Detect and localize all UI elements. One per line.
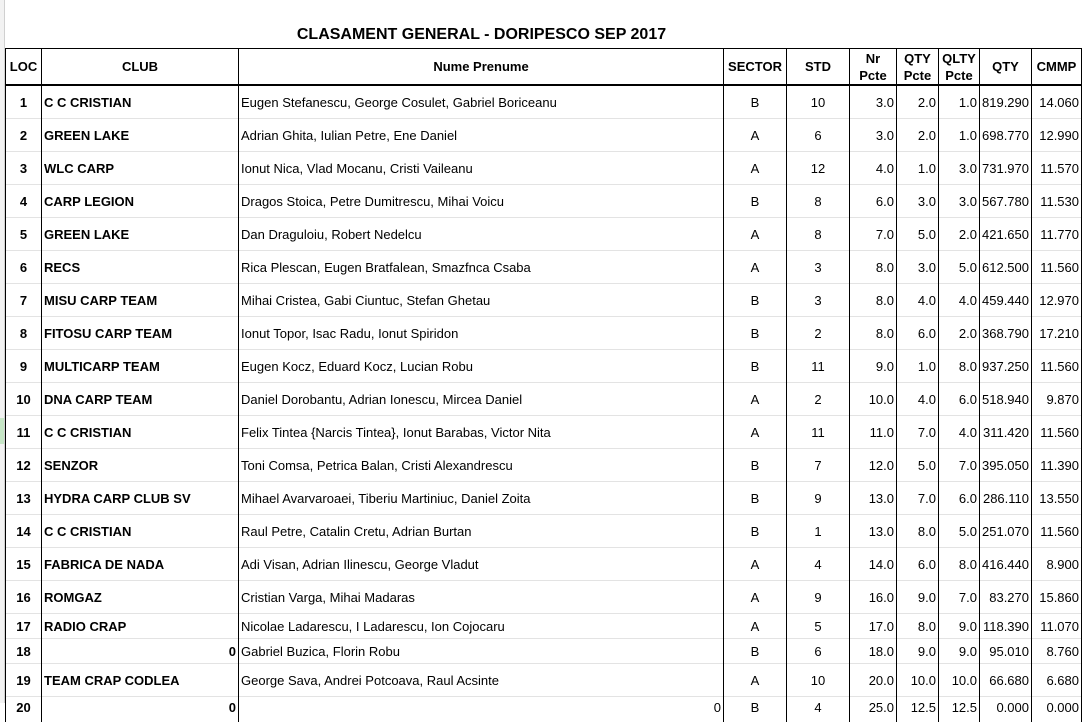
cell-nr-pcte[interactable]: 3.0	[850, 85, 897, 119]
cell-loc[interactable]: 14	[6, 515, 42, 548]
table-row	[6, 185, 1082, 218]
cell-names[interactable]: Mihael Avarvaroaei, Tiberiu Martiniuc, Daniel Zoita	[239, 482, 724, 515]
cell-nr-pcte[interactable]: 25.0	[850, 697, 897, 722]
cell-qty[interactable]: 286.110	[980, 482, 1032, 515]
cell-cmmp[interactable]: 6.680	[1032, 664, 1082, 697]
table-row	[6, 218, 1082, 251]
cell-sector[interactable]: B	[724, 449, 787, 482]
cell-qty-pcte[interactable]: 2.0	[897, 119, 939, 152]
cell-club[interactable]: RECS	[42, 251, 239, 284]
cell-qlty-pcte[interactable]: 6.0	[939, 482, 980, 515]
cell-loc[interactable]: 1	[6, 85, 42, 119]
cell-qlty-pcte[interactable]: 8.0	[939, 548, 980, 581]
cell-names[interactable]: Cristian Varga, Mihai Madaras	[239, 581, 724, 614]
cell-cmmp[interactable]: 9.870	[1032, 383, 1082, 416]
cell-qty[interactable]: 421.650	[980, 218, 1032, 251]
table-row	[6, 639, 1082, 664]
cell-sector[interactable]: A	[724, 416, 787, 449]
cell-std[interactable]: 4	[787, 697, 850, 722]
cell-qty[interactable]: 83.270	[980, 581, 1032, 614]
cell-names[interactable]: Adrian Ghita, Iulian Petre, Ene Daniel	[239, 119, 724, 152]
cell-qty-pcte[interactable]: 4.0	[897, 284, 939, 317]
header-qty-pcte-line1: QTY	[904, 51, 931, 66]
cell-qty-pcte[interactable]: 5.0	[897, 449, 939, 482]
table-row	[6, 152, 1082, 185]
cell-sector[interactable]: A	[724, 664, 787, 697]
cell-club[interactable]: CARP LEGION	[42, 185, 239, 218]
cell-names[interactable]: Rica Plescan, Eugen Bratfalean, Smazfnca Csaba	[239, 251, 724, 284]
cell-qty[interactable]: 612.500	[980, 251, 1032, 284]
cell-qty[interactable]: 459.440	[980, 284, 1032, 317]
cell-qty-pcte[interactable]: 8.0	[897, 614, 939, 639]
cell-names[interactable]: Dragos Stoica, Petre Dumitrescu, Mihai Voicu	[239, 185, 724, 218]
cell-qty[interactable]: 95.010	[980, 639, 1032, 664]
header-qty[interactable]: QTY	[980, 49, 1032, 86]
cell-names[interactable]: Felix Tintea {Narcis Tintea}, Ionut Barabas, Victor Nita	[239, 416, 724, 449]
cell-std[interactable]: 8	[787, 218, 850, 251]
cell-club[interactable]: FABRICA DE NADA	[42, 548, 239, 581]
cell-std[interactable]: 10	[787, 664, 850, 697]
cell-nr-pcte[interactable]: 6.0	[850, 185, 897, 218]
cell-qty-pcte[interactable]: 12.5	[897, 697, 939, 722]
cell-std[interactable]: 2	[787, 317, 850, 350]
cell-names[interactable]: Mihai Cristea, Gabi Ciuntuc, Stefan Ghetau	[239, 284, 724, 317]
table-row	[6, 482, 1082, 515]
cell-qlty-pcte[interactable]: 7.0	[939, 581, 980, 614]
cell-qty-pcte[interactable]: 4.0	[897, 383, 939, 416]
cell-nr-pcte[interactable]: 14.0	[850, 548, 897, 581]
cell-sector[interactable]: B	[724, 85, 787, 119]
cell-club[interactable]: C C CRISTIAN	[42, 416, 239, 449]
table-row	[6, 251, 1082, 284]
cell-std[interactable]: 3	[787, 284, 850, 317]
cell-names[interactable]: Eugen Kocz, Eduard Kocz, Lucian Robu	[239, 350, 724, 383]
table-row	[6, 581, 1082, 614]
cell-nr-pcte[interactable]: 13.0	[850, 515, 897, 548]
cell-qlty-pcte[interactable]: 4.0	[939, 284, 980, 317]
cell-nr-pcte[interactable]: 8.0	[850, 284, 897, 317]
cell-qty[interactable]: 251.070	[980, 515, 1032, 548]
cell-nr-pcte[interactable]: 18.0	[850, 639, 897, 664]
cell-sector[interactable]: B	[724, 185, 787, 218]
cell-sector[interactable]: B	[724, 639, 787, 664]
cell-cmmp[interactable]: 12.990	[1032, 119, 1082, 152]
cell-nr-pcte[interactable]: 3.0	[850, 119, 897, 152]
header-qty-pcte[interactable]	[897, 49, 939, 86]
cell-std[interactable]: 6	[787, 639, 850, 664]
table-row	[6, 548, 1082, 581]
table-row	[6, 119, 1082, 152]
cell-nr-pcte[interactable]: 12.0	[850, 449, 897, 482]
cell-qlty-pcte[interactable]: 10.0	[939, 664, 980, 697]
cell-loc[interactable]: 15	[6, 548, 42, 581]
table-row	[6, 317, 1082, 350]
cell-club[interactable]: RADIO CRAP	[42, 614, 239, 639]
cell-std[interactable]: 10	[787, 85, 850, 119]
cell-std[interactable]: 2	[787, 383, 850, 416]
cell-qty[interactable]: 731.970	[980, 152, 1032, 185]
cell-sector[interactable]: A	[724, 119, 787, 152]
cell-loc[interactable]: 10	[6, 383, 42, 416]
cell-sector[interactable]: B	[724, 482, 787, 515]
cell-qty-pcte[interactable]: 1.0	[897, 152, 939, 185]
cell-qlty-pcte[interactable]: 12.5	[939, 697, 980, 722]
cell-nr-pcte[interactable]: 8.0	[850, 317, 897, 350]
cell-names[interactable]: Nicolae Ladarescu, I Ladarescu, Ion Cojocaru	[239, 614, 724, 639]
table-row	[6, 416, 1082, 449]
cell-loc[interactable]: 9	[6, 350, 42, 383]
cell-names[interactable]: George Sava, Andrei Potcoava, Raul Acsinte	[239, 664, 724, 697]
cell-loc[interactable]: 17	[6, 614, 42, 639]
cell-cmmp[interactable]: 11.530	[1032, 185, 1082, 218]
cell-loc[interactable]: 3	[6, 152, 42, 185]
cell-loc[interactable]: 4	[6, 185, 42, 218]
cell-qty[interactable]: 819.290	[980, 85, 1032, 119]
cell-club[interactable]: MISU CARP TEAM	[42, 284, 239, 317]
cell-std[interactable]: 1	[787, 515, 850, 548]
table-row	[6, 350, 1082, 383]
table-row	[6, 515, 1082, 548]
cell-std[interactable]: 6	[787, 119, 850, 152]
cell-std[interactable]: 4	[787, 548, 850, 581]
cell-std[interactable]: 8	[787, 185, 850, 218]
cell-qlty-pcte[interactable]: 6.0	[939, 383, 980, 416]
cell-qlty-pcte[interactable]: 9.0	[939, 614, 980, 639]
cell-loc[interactable]: 20	[6, 697, 42, 722]
cell-qty[interactable]: 416.440	[980, 548, 1032, 581]
cell-nr-pcte[interactable]: 7.0	[850, 218, 897, 251]
header-names[interactable]: Nume Prenume	[239, 49, 724, 86]
cell-qty[interactable]: 698.770	[980, 119, 1032, 152]
cell-cmmp[interactable]: 13.550	[1032, 482, 1082, 515]
cell-qty[interactable]: 311.420	[980, 416, 1032, 449]
cell-nr-pcte[interactable]: 4.0	[850, 152, 897, 185]
table-body	[6, 85, 1082, 722]
cell-loc[interactable]: 13	[6, 482, 42, 515]
cell-qlty-pcte[interactable]: 5.0	[939, 515, 980, 548]
cell-names[interactable]: Daniel Dorobantu, Adrian Ionescu, Mircea Daniel	[239, 383, 724, 416]
cell-sector[interactable]: A	[724, 383, 787, 416]
cell-club[interactable]: GREEN LAKE	[42, 119, 239, 152]
cell-sector[interactable]: B	[724, 697, 787, 722]
cell-cmmp[interactable]: 11.570	[1032, 152, 1082, 185]
cell-names[interactable]: Eugen Stefanescu, George Cosulet, Gabriel Boriceanu	[239, 85, 724, 119]
cell-club[interactable]: C C CRISTIAN	[42, 515, 239, 548]
cell-loc[interactable]: 18	[6, 639, 42, 664]
cell-qty-pcte[interactable]: 3.0	[897, 185, 939, 218]
cell-nr-pcte[interactable]: 8.0	[850, 251, 897, 284]
cell-std[interactable]: 5	[787, 614, 850, 639]
header-nr-pcte-line1: Nr	[866, 51, 880, 66]
table-row	[6, 284, 1082, 317]
cell-qty-pcte[interactable]: 9.0	[897, 581, 939, 614]
cell-cmmp[interactable]: 11.560	[1032, 515, 1082, 548]
cell-loc[interactable]: 7	[6, 284, 42, 317]
header-row	[6, 49, 1082, 86]
cell-cmmp[interactable]: 15.860	[1032, 581, 1082, 614]
cell-qty-pcte[interactable]: 1.0	[897, 350, 939, 383]
cell-qty-pcte[interactable]: 8.0	[897, 515, 939, 548]
header-nr-pcte[interactable]	[850, 49, 897, 86]
cell-club[interactable]: TEAM CRAP CODLEA	[42, 664, 239, 697]
cell-club[interactable]: SENZOR	[42, 449, 239, 482]
ranking-table	[5, 48, 1082, 722]
cell-names[interactable]: Ionut Nica, Vlad Mocanu, Cristi Vaileanu	[239, 152, 724, 185]
cell-names[interactable]: Raul Petre, Catalin Cretu, Adrian Burtan	[239, 515, 724, 548]
cell-qty[interactable]: 368.790	[980, 317, 1032, 350]
cell-club[interactable]: FITOSU CARP TEAM	[42, 317, 239, 350]
cell-qty-pcte[interactable]: 10.0	[897, 664, 939, 697]
cell-sector[interactable]: A	[724, 614, 787, 639]
cell-club[interactable]: GREEN LAKE	[42, 218, 239, 251]
cell-loc[interactable]: 8	[6, 317, 42, 350]
cell-cmmp[interactable]: 11.390	[1032, 449, 1082, 482]
table-row	[6, 664, 1082, 697]
cell-qlty-pcte[interactable]: 4.0	[939, 416, 980, 449]
cell-club[interactable]: ROMGAZ	[42, 581, 239, 614]
cell-std[interactable]: 11	[787, 416, 850, 449]
cell-names[interactable]: 0	[239, 697, 724, 722]
cell-qty[interactable]: 66.680	[980, 664, 1032, 697]
cell-cmmp[interactable]: 11.770	[1032, 218, 1082, 251]
cell-sector[interactable]: B	[724, 350, 787, 383]
cell-std[interactable]: 3	[787, 251, 850, 284]
cell-sector[interactable]: A	[724, 218, 787, 251]
cell-qty-pcte[interactable]: 2.0	[897, 85, 939, 119]
cell-loc[interactable]: 12	[6, 449, 42, 482]
header-loc[interactable]: LOC	[6, 49, 42, 86]
cell-qlty-pcte[interactable]: 2.0	[939, 218, 980, 251]
header-qlty-pcte[interactable]	[939, 49, 980, 86]
table-row	[6, 85, 1082, 119]
cell-club[interactable]: 0	[42, 697, 239, 722]
cell-qty-pcte[interactable]: 3.0	[897, 251, 939, 284]
cell-club[interactable]: MULTICARP TEAM	[42, 350, 239, 383]
cell-qlty-pcte[interactable]: 8.0	[939, 350, 980, 383]
cell-qty-pcte[interactable]: 5.0	[897, 218, 939, 251]
cell-qty-pcte[interactable]: 7.0	[897, 416, 939, 449]
cell-club[interactable]: 0	[42, 639, 239, 664]
cell-qlty-pcte[interactable]: 1.0	[939, 119, 980, 152]
cell-qlty-pcte[interactable]: 1.0	[939, 85, 980, 119]
cell-qty[interactable]: 518.940	[980, 383, 1032, 416]
header-nr-pcte-line2: Pcte	[859, 68, 886, 83]
cell-loc[interactable]: 5	[6, 218, 42, 251]
cell-qlty-pcte[interactable]: 9.0	[939, 639, 980, 664]
cell-cmmp[interactable]: 17.210	[1032, 317, 1082, 350]
cell-nr-pcte[interactable]: 17.0	[850, 614, 897, 639]
header-qlty-pcte-line1: QLTY	[942, 51, 976, 66]
cell-qty[interactable]: 118.390	[980, 614, 1032, 639]
cell-cmmp[interactable]: 11.560	[1032, 416, 1082, 449]
cell-qlty-pcte[interactable]: 5.0	[939, 251, 980, 284]
page-title: CLASAMENT GENERAL - DORIPESCO SEP 2017	[0, 26, 963, 44]
cell-nr-pcte[interactable]: 13.0	[850, 482, 897, 515]
cell-sector[interactable]: B	[724, 284, 787, 317]
cell-nr-pcte[interactable]: 9.0	[850, 350, 897, 383]
header-club[interactable]: CLUB	[42, 49, 239, 86]
cell-names[interactable]: Toni Comsa, Petrica Balan, Cristi Alexandrescu	[239, 449, 724, 482]
cell-club[interactable]: DNA CARP TEAM	[42, 383, 239, 416]
cell-qlty-pcte[interactable]: 7.0	[939, 449, 980, 482]
cell-std[interactable]: 9	[787, 581, 850, 614]
table-row	[6, 449, 1082, 482]
cell-sector[interactable]: A	[724, 548, 787, 581]
cell-sector[interactable]: A	[724, 251, 787, 284]
cell-names[interactable]: Dan Draguloiu, Robert Nedelcu	[239, 218, 724, 251]
cell-qty[interactable]: 0.000	[980, 697, 1032, 722]
header-std[interactable]: STD	[787, 49, 850, 86]
cell-loc[interactable]: 11	[6, 416, 42, 449]
cell-loc[interactable]: 6	[6, 251, 42, 284]
cell-qty-pcte[interactable]: 9.0	[897, 639, 939, 664]
header-cmmp[interactable]: CMMP	[1032, 49, 1082, 86]
cell-club[interactable]: HYDRA CARP CLUB SV	[42, 482, 239, 515]
table-row	[6, 697, 1082, 722]
cell-cmmp[interactable]: 11.560	[1032, 251, 1082, 284]
cell-names[interactable]: Ionut Topor, Isac Radu, Ionut Spiridon	[239, 317, 724, 350]
cell-qlty-pcte[interactable]: 3.0	[939, 152, 980, 185]
cell-qty-pcte[interactable]: 7.0	[897, 482, 939, 515]
cell-qty[interactable]: 567.780	[980, 185, 1032, 218]
cell-std[interactable]: 11	[787, 350, 850, 383]
cell-names[interactable]: Adi Visan, Adrian Ilinescu, George Vladut	[239, 548, 724, 581]
table-row	[6, 383, 1082, 416]
cell-qlty-pcte[interactable]: 3.0	[939, 185, 980, 218]
cell-sector[interactable]: A	[724, 581, 787, 614]
cell-qty[interactable]: 395.050	[980, 449, 1032, 482]
cell-cmmp[interactable]: 14.060	[1032, 85, 1082, 119]
table-row	[6, 614, 1082, 639]
cell-nr-pcte[interactable]: 11.0	[850, 416, 897, 449]
header-qty-pcte-line2: Pcte	[904, 68, 931, 83]
cell-names[interactable]: Gabriel Buzica, Florin Robu	[239, 639, 724, 664]
cell-nr-pcte[interactable]: 16.0	[850, 581, 897, 614]
cell-loc[interactable]: 16	[6, 581, 42, 614]
header-sector[interactable]: SECTOR	[724, 49, 787, 86]
cell-cmmp[interactable]: 12.970	[1032, 284, 1082, 317]
cell-qty-pcte[interactable]: 6.0	[897, 548, 939, 581]
cell-club[interactable]: WLC CARP	[42, 152, 239, 185]
cell-sector[interactable]: B	[724, 515, 787, 548]
cell-nr-pcte[interactable]: 20.0	[850, 664, 897, 697]
cell-std[interactable]: 9	[787, 482, 850, 515]
cell-cmmp[interactable]: 11.070	[1032, 614, 1082, 639]
cell-cmmp[interactable]: 8.760	[1032, 639, 1082, 664]
cell-nr-pcte[interactable]: 10.0	[850, 383, 897, 416]
cell-std[interactable]: 7	[787, 449, 850, 482]
cell-club[interactable]: C C CRISTIAN	[42, 85, 239, 119]
cell-sector[interactable]: B	[724, 317, 787, 350]
header-qlty-pcte-line2: Pcte	[945, 68, 972, 83]
cell-cmmp[interactable]: 0.000	[1032, 697, 1082, 722]
cell-qty[interactable]: 937.250	[980, 350, 1032, 383]
cell-qty-pcte[interactable]: 6.0	[897, 317, 939, 350]
cell-loc[interactable]: 2	[6, 119, 42, 152]
cell-cmmp[interactable]: 11.560	[1032, 350, 1082, 383]
selected-row-marker	[0, 418, 4, 444]
cell-std[interactable]: 12	[787, 152, 850, 185]
cell-sector[interactable]: A	[724, 152, 787, 185]
cell-qlty-pcte[interactable]: 2.0	[939, 317, 980, 350]
cell-cmmp[interactable]: 8.900	[1032, 548, 1082, 581]
cell-loc[interactable]: 19	[6, 664, 42, 697]
